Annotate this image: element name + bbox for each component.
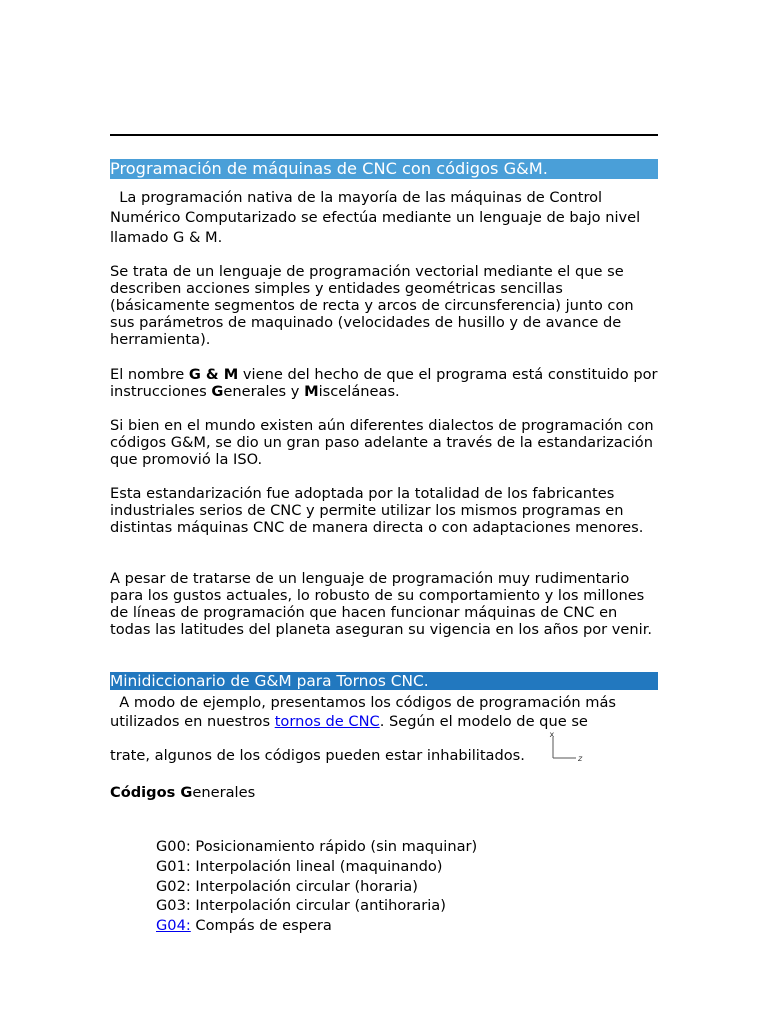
paragraph-ejemplo: [110, 693, 658, 731]
section-header-minidiccionario: Minidiccionario de G&M para Tornos CNC.: [110, 672, 658, 690]
paragraph-dialectos: Si bien en el mundo existen aún diferentes dialectos de programación con códigos G&M, se dio un gran paso adelante a través de la estandarización que promovió la ISO.: [110, 417, 654, 468]
paragraph-vigencia: A pesar de tratarse de un lenguaje de programación muy rudimentario para los gustos actuales, lo robusto de su comportamiento y los millones de líneas de programación que hacen funcionar máquinas de CNC en todas las latitudes del planeta aseguran su vigencia en los años por venir.: [110, 570, 653, 638]
list-item: G00: Posicionamiento rápido (sin maquinar): [156, 838, 478, 855]
list-item: G02: Interpolación circular (horaria): [156, 877, 418, 895]
xz-axis-icon: [548, 730, 588, 764]
text: El nombre: [110, 366, 189, 383]
intro-paragraph: La programación nativa de la mayoría de las máquinas de Control Numérico Computarizado se efectúa mediante un lenguaje de bajo nivel llamado G & M.: [110, 189, 641, 246]
g04-link[interactable]: G04:: [156, 917, 191, 935]
bold-text: Códigos G: [110, 784, 193, 801]
paragraph-estandarizacion: Esta estandarización fue adoptada por la totalidad de los fabricantes industriales serios de CNC y permite utilizar los mismos programas en distintas máquinas CNC de manera directa o con adaptaciones menores.: [110, 485, 644, 536]
bold-text: G & M: [188, 366, 239, 383]
paragraph-lenguaje-vectorial: Se trata de un lenguaje de programación vectorial mediante el que se describen acciones simples y entidades geométricas sencillas (básicamente segmentos de recta y arcos de circunsferencia) junto con sus parámetros de maquinado (velocidades de husillo y de avance de herramienta).: [110, 263, 634, 348]
bold-letter-g: G: [211, 383, 224, 400]
codes-list: [156, 837, 477, 936]
bold-letter-m: M: [304, 383, 319, 400]
list-item: G01: Interpolación lineal (maquinando): [156, 857, 443, 875]
list-item: [156, 916, 477, 936]
text: . Según el modelo de que se: [379, 713, 588, 730]
text: enerales y: [223, 383, 305, 400]
paragraph-nombre-gm: [110, 366, 658, 400]
text: isceláneas.: [318, 383, 400, 400]
top-rule: [110, 134, 658, 136]
axis-z-label: z: [578, 754, 583, 763]
paragraph-inhabilitados: trate, algunos de los códigos pueden estar inhabilitados.: [110, 747, 525, 764]
tornos-cnc-link[interactable]: tornos de CNC: [274, 713, 380, 730]
text: viene del hecho de que el programa está constituido por instrucciones: [110, 366, 658, 400]
section-header-programacion: Programación de máquinas de CNC con códigos G&M.: [110, 159, 658, 179]
text: enerales: [192, 784, 256, 801]
axis-x-label: x: [549, 730, 555, 739]
text: A modo de ejemplo, presentamos los códigos de programación más utilizados en nuestros: [110, 694, 617, 730]
list-item: G03: Interpolación circular (antihoraria): [156, 897, 446, 915]
codes-title: [110, 784, 658, 801]
text: Compás de espera: [190, 917, 332, 935]
